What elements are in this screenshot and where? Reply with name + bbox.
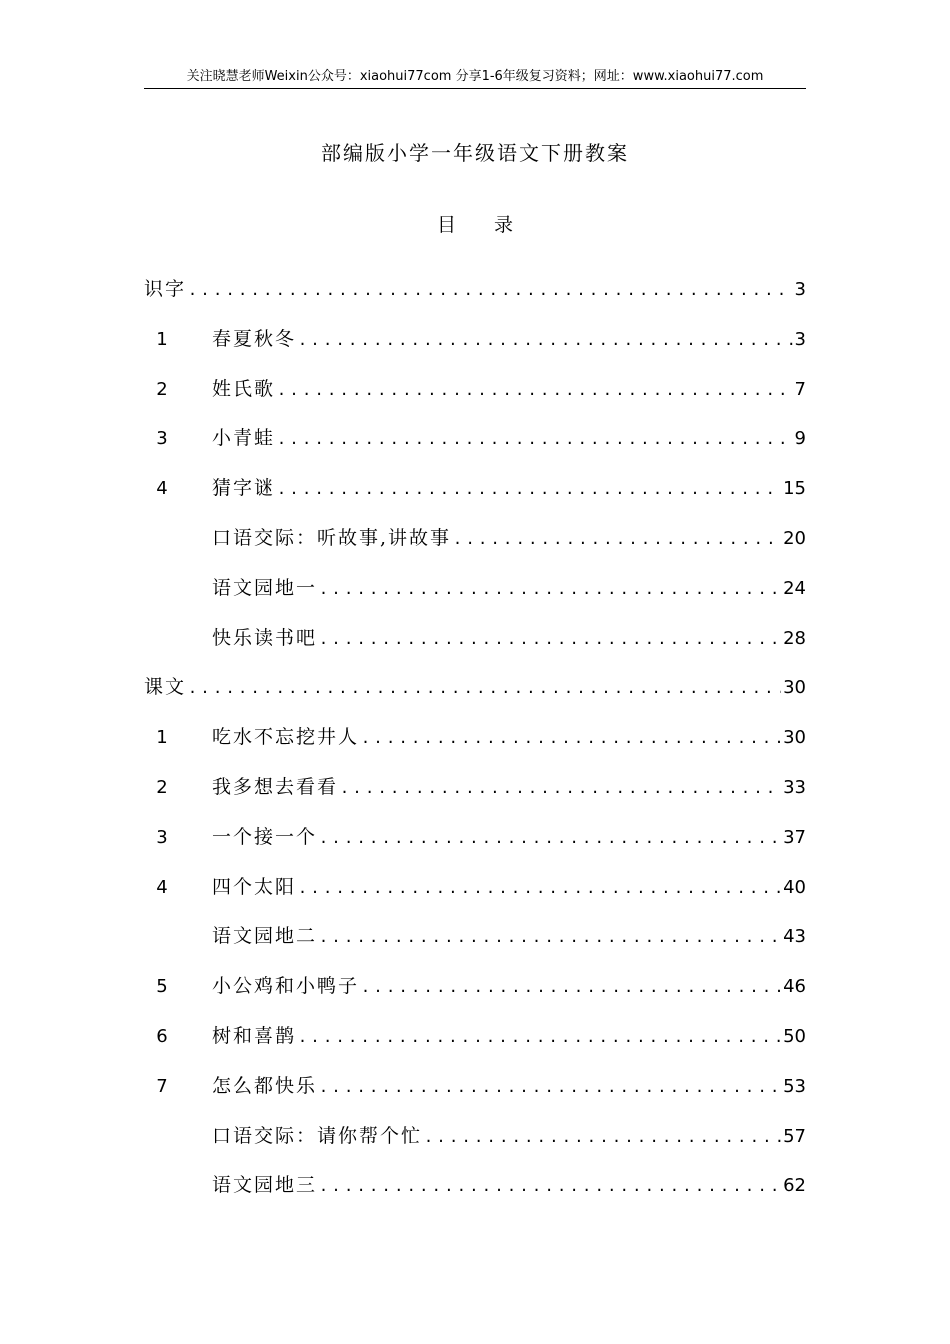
toc-entry-title: 四个太阳	[212, 875, 297, 898]
toc-entry[interactable]	[144, 573, 806, 603]
header-divider	[144, 88, 806, 89]
toc-dot-leader	[188, 673, 781, 703]
toc-entry-page: 57	[783, 1125, 806, 1147]
toc-dot-leader	[319, 823, 781, 853]
toc-entry[interactable]	[144, 672, 806, 702]
toc-dot-leader	[298, 873, 781, 903]
toc-entry-title: 课文	[144, 676, 187, 699]
toc-dot-leader	[453, 524, 781, 554]
toc-entry[interactable]	[144, 971, 806, 1001]
toc-entry[interactable]	[144, 324, 806, 354]
toc-entry-title: 语文园地一	[212, 576, 318, 599]
toc-dot-leader	[361, 723, 781, 753]
toc-heading	[144, 212, 806, 238]
toc-entry-title: 小青蛙	[212, 427, 276, 450]
toc-heading-left: 目	[436, 214, 456, 236]
toc-dot-leader	[361, 972, 781, 1002]
toc-entry-title: 快乐读书吧	[212, 626, 318, 649]
toc-entry-title: 识字	[144, 278, 187, 300]
toc-entry-title: 猜字谜	[212, 477, 276, 500]
toc-entry-number: 7	[156, 1075, 168, 1097]
toc-entry-number: 4	[156, 478, 168, 500]
toc-entry-title: 口语交际：请你帮个忙	[212, 1124, 423, 1147]
toc-entry-page: 30	[783, 677, 806, 699]
toc-entry[interactable]	[144, 1121, 806, 1151]
toc-entry-page: 33	[783, 777, 806, 798]
toc-entry-page: 37	[783, 826, 806, 848]
toc-dot-leader	[298, 1022, 781, 1052]
toc-entry-number: 3	[156, 428, 168, 450]
toc-entry-page: 46	[783, 976, 806, 998]
toc-dot-leader	[340, 773, 781, 803]
toc-entry-title: 口语交际：听故事,讲故事	[212, 527, 452, 549]
toc-dot-leader	[188, 275, 793, 305]
toc-entry[interactable]	[144, 623, 806, 653]
toc-entry-title: 吃水不忘挖井人	[212, 726, 360, 749]
page-header: 关注晓慧老师Weixin公众号：xiaohui77com 分享1-6年级复习资料；网址：www.xiaohui77.com	[186, 69, 764, 84]
toc-entry-number: 2	[156, 378, 168, 400]
toc-entry-title: 怎么都快乐	[212, 1074, 318, 1097]
toc-entry-title: 春夏秋冬	[212, 327, 297, 350]
toc-entry[interactable]	[144, 772, 806, 802]
toc-entry-page: 15	[783, 478, 806, 500]
toc-entry-page: 3	[794, 279, 806, 300]
toc-entry-page: 7	[794, 378, 806, 400]
toc-entry-page: 24	[783, 577, 806, 599]
toc-entry-number: 3	[156, 826, 168, 848]
toc-dot-leader	[319, 1072, 781, 1102]
toc-entry[interactable]	[144, 872, 806, 902]
toc-heading-right: 录	[494, 214, 514, 236]
toc-entry-page: 20	[783, 528, 806, 549]
toc-entry[interactable]	[144, 423, 806, 453]
toc-entry[interactable]	[144, 822, 806, 852]
toc-entry-title: 小公鸡和小鸭子	[212, 975, 360, 998]
toc-entry-title: 语文园地二	[212, 925, 318, 948]
toc-entry[interactable]	[144, 1170, 806, 1200]
toc-dot-leader	[319, 922, 781, 952]
toc-dot-leader	[424, 1122, 781, 1152]
toc-entry-page: 30	[783, 727, 806, 749]
toc-entry-page: 9	[794, 428, 806, 450]
toc-dot-leader	[277, 474, 781, 504]
toc-dot-leader	[319, 624, 781, 654]
toc-entry[interactable]	[144, 374, 806, 404]
toc-entry[interactable]	[144, 722, 806, 752]
toc-dot-leader	[277, 375, 793, 405]
toc-dot-leader	[298, 325, 793, 355]
toc-entry[interactable]	[144, 473, 806, 503]
toc-entry-title: 树和喜鹊	[212, 1025, 297, 1047]
toc-entry-page: 28	[783, 627, 806, 649]
toc-dot-leader	[319, 1171, 781, 1201]
toc-entry-number: 4	[156, 876, 168, 898]
toc-entry[interactable]	[144, 921, 806, 951]
toc-dot-leader	[277, 424, 793, 454]
toc-entry-number: 5	[156, 976, 168, 998]
toc-entry-number: 1	[156, 328, 168, 350]
toc-entry-page: 50	[783, 1026, 806, 1047]
toc-entry[interactable]	[144, 523, 806, 553]
toc-entry[interactable]	[144, 1021, 806, 1051]
toc-entry-page: 62	[783, 1175, 806, 1197]
toc-entry-page: 3	[794, 328, 806, 350]
toc-entry-number: 2	[156, 777, 168, 798]
toc-entry-title: 姓氏歌	[212, 377, 276, 400]
toc-entry-title: 我多想去看看	[212, 776, 339, 798]
toc-entry-page: 43	[783, 926, 806, 948]
toc-entry-number: 6	[156, 1026, 168, 1047]
toc-dot-leader	[319, 574, 781, 604]
toc-entry-page: 53	[783, 1075, 806, 1097]
toc-entry-number: 1	[156, 727, 168, 749]
toc-entry-page: 40	[783, 876, 806, 898]
document-title: 部编版小学一年级语文下册教案	[321, 141, 629, 165]
toc-entry[interactable]	[144, 1071, 806, 1101]
toc-entry[interactable]	[144, 274, 806, 304]
toc-entry-title: 语文园地三	[212, 1174, 318, 1197]
toc-entry-title: 一个接一个	[212, 825, 318, 848]
